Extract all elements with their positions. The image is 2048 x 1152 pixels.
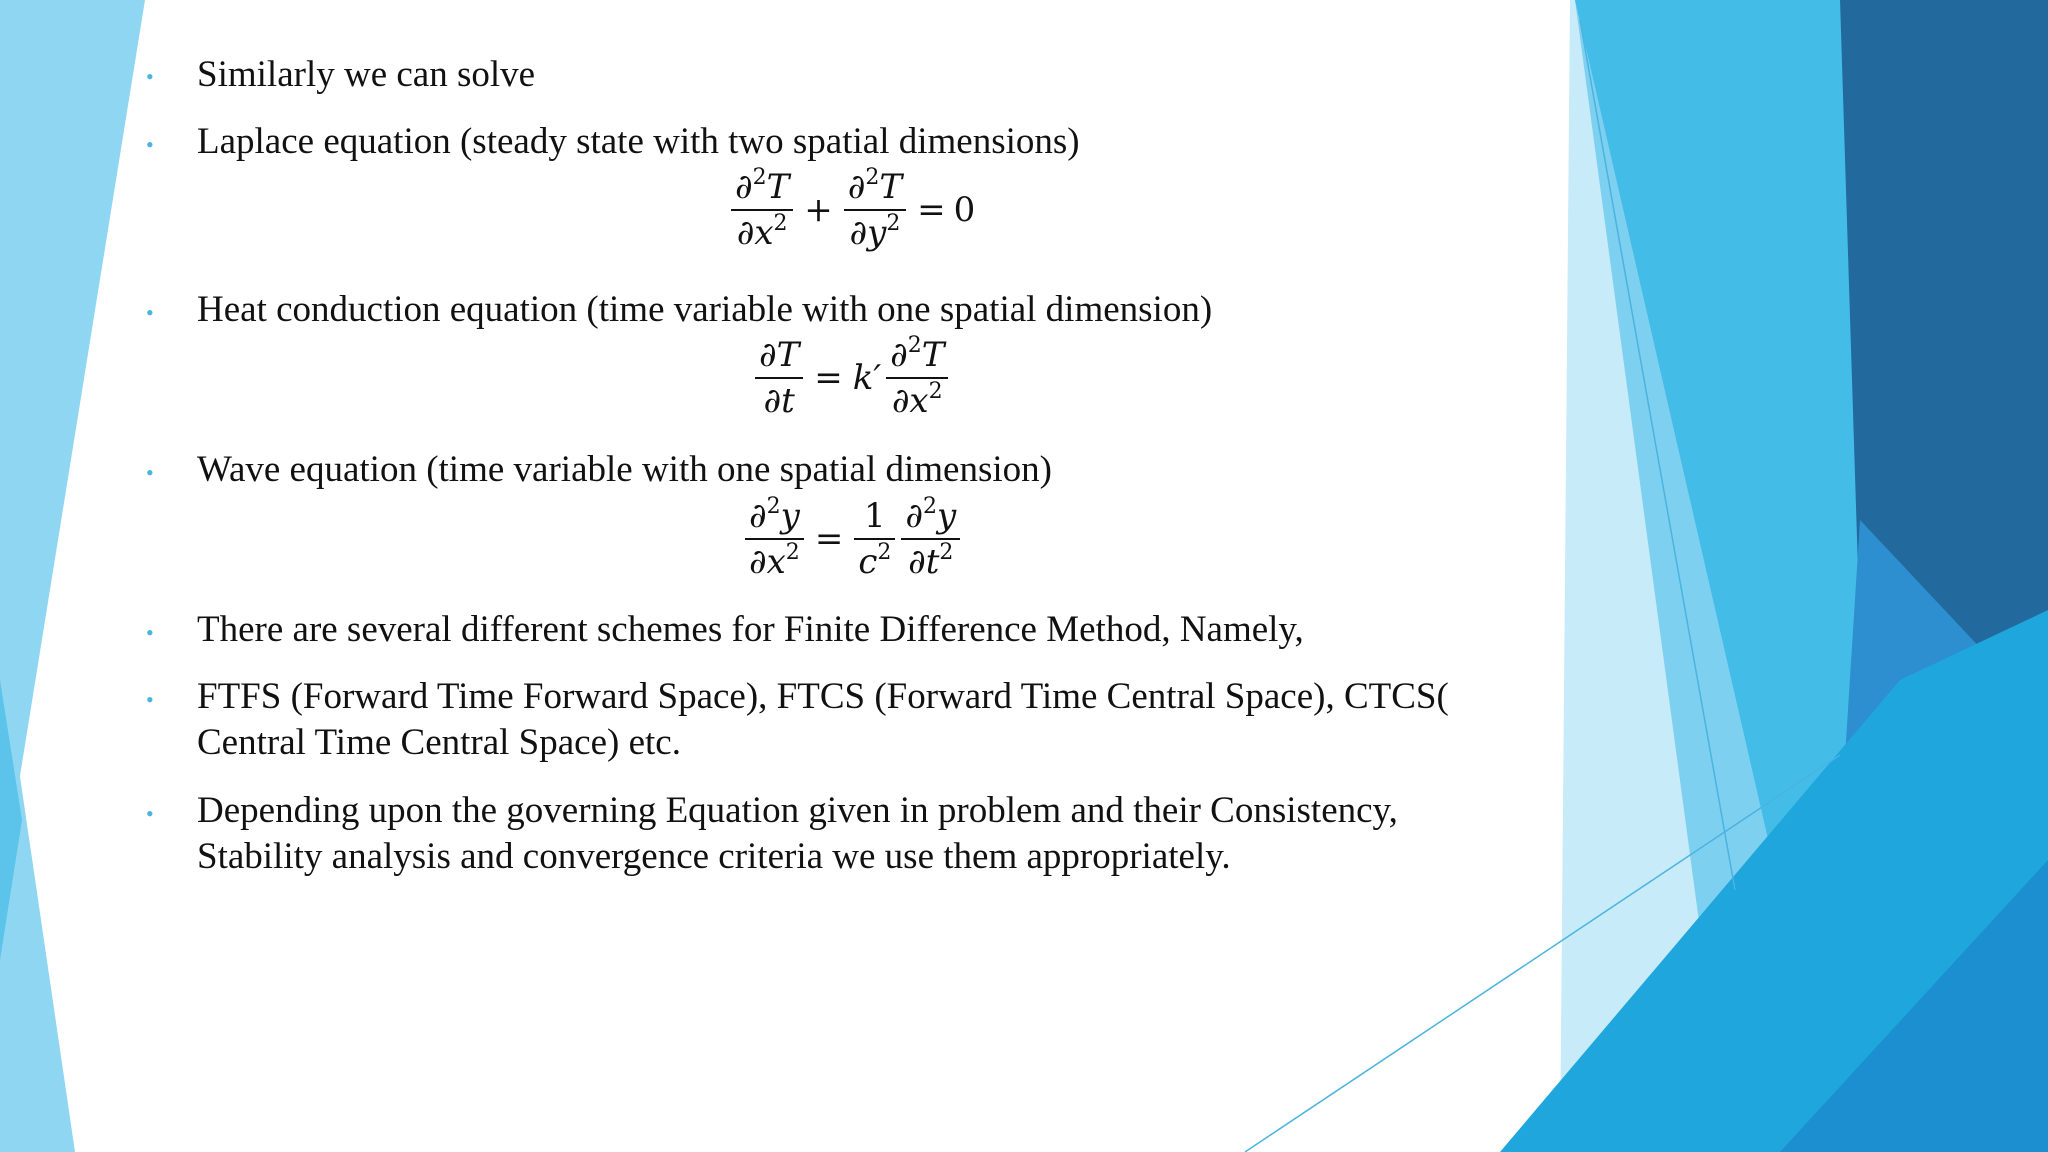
bullet-text: There are several different schemes for Finite Difference Method, Namely, [197, 609, 1304, 650]
heat-lhs: $\frac{\partial T}{\partial t}$ [755, 333, 803, 423]
bullet-marker: • [146, 620, 154, 645]
wave-equation [742, 494, 963, 584]
bullet-text: Heat conduction equation (time variable with one spatial dimension) [197, 289, 1213, 330]
heat-coefficient: k′ [852, 358, 882, 398]
bullet-marker: • [146, 460, 154, 485]
wave-coefficient: $\frac{1}{c^2}$ [854, 494, 895, 584]
bullet-text: Similarly we can solve [197, 54, 536, 95]
laplace-rhs: 0 [953, 190, 976, 230]
bullet-text-continuation: Central Time Central Space) etc. [197, 722, 681, 763]
bullet-text: Depending upon the governing Equation given in problem and their Consistency, [197, 790, 1398, 831]
equals-sign: = [814, 358, 843, 398]
heat-rhs: $\frac{\partial^2T}{\partial x^2}$ [886, 333, 948, 423]
wave-rhs: $\frac{\partial^2y}{\partial t^2}$ [901, 494, 960, 584]
bullet-text: Wave equation (time variable with one spatial dimension) [197, 449, 1052, 490]
bullet-marker: • [146, 64, 154, 89]
bullet-text: FTFS (Forward Time Forward Space), FTCS (Forward Time Central Space), CTCS( [197, 676, 1449, 717]
bullet-marker: • [146, 687, 154, 712]
bullet-marker: • [146, 801, 154, 826]
laplace-equation [728, 165, 975, 255]
laplace-term2: $\frac{\partial^2T}{\partial y^2}$ [844, 165, 906, 255]
bullet-marker: • [146, 300, 154, 325]
heat-equation [752, 333, 951, 423]
equals-sign: = [917, 190, 946, 230]
laplace-term1: $\frac{\partial^2T}{\partial x^2}$ [731, 165, 793, 255]
bullet-text: Laplace equation (steady state with two spatial dimensions) [197, 121, 1080, 162]
plus-sign: + [804, 190, 833, 230]
bullet-text-continuation: Stability analysis and convergence criteria we use them appropriately. [197, 836, 1231, 877]
wave-lhs: $\frac{\partial^2y}{\partial x^2}$ [745, 494, 804, 584]
bullet-marker: • [146, 132, 154, 157]
equals-sign: = [814, 519, 844, 559]
